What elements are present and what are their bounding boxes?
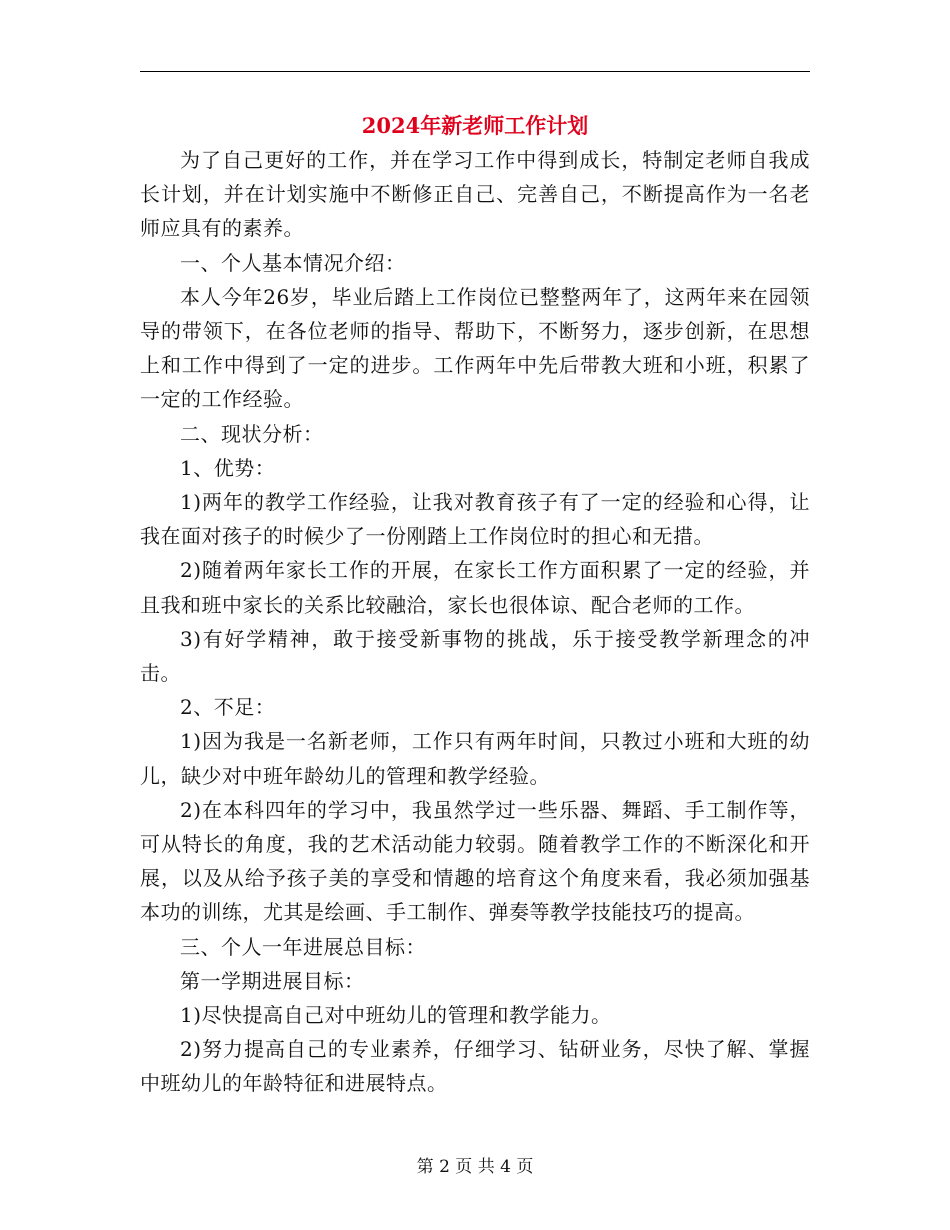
paragraph-personal-info: 本人今年26岁，毕业后踏上工作岗位已整整两年了，这两年来在园领导的带领下，在各位老师的指导、帮助下，不断努力，逐步创新，在思想上和工作中得到了一定的进步。工作两年中先后带教大班和小班，积累了一定的工作经验。 — [140, 284, 810, 412]
heading-personal-info: 一、个人基本情况介绍： — [180, 250, 406, 275]
list-item-strength-1: 1)两年的教学工作经验，让我对教育孩子有了一定的经验和心得，让我在面对孩子的时候少了一份刚踏上工作岗位时的担心和无措。 — [140, 490, 810, 549]
list-item-strength-3: 3)有好学精神，敢于接受新事物的挑战，乐于接受教学新理念的冲击。 — [140, 626, 810, 686]
heading-status-analysis: 二、现状分析： — [180, 421, 324, 446]
list-item-goal-1: 1)尽快提高自己对中班幼儿的管理和教学能力。 — [180, 1003, 612, 1028]
heading-annual-goals: 三、个人一年进展总目标： — [180, 934, 426, 959]
document-title: 2024年新老师工作计划 — [361, 113, 589, 138]
list-item-goal-2: 2)努力提高自己的专业素养，仔细学习、钻研业务，尽快了解、掌握中班幼儿的年龄特征和进展特点。 — [140, 1037, 810, 1096]
paragraph-intro: 为了自己更好的工作，并在学习工作中得到成长，特制定老师自我成长计划，并在计划实施中不断修正自己、完善自己，不断提高作为一名老师应具有的素养。 — [140, 148, 810, 241]
list-item-weakness-2: 2)在本科四年的学习中，我虽然学过一些乐器、舞蹈、手工制作等，可从特长的角度，我的艺术活动能力较弱。随着教学工作的不断深化和开展，以及从给予孩子美的享受和情趣的培育这个角度来看，我必须加强基本功的训练，尤其是绘画、手工制作、弹奏等教学技能技巧的提高。 — [140, 797, 810, 925]
list-item-weakness-1: 1)因为我是一名新老师，工作只有两年时间，只教过小班和大班的幼儿，缺少对中班年龄幼儿的管理和教学经验。 — [140, 729, 810, 788]
header-rule — [140, 71, 810, 72]
subheading-strengths: 1、优势： — [180, 455, 276, 480]
list-item-strength-2: 2)随着两年家长工作的开展，在家长工作方面积累了一定的经验，并且我和班中家长的关系比较融洽，家长也很体谅、配合老师的工作。 — [140, 558, 810, 617]
page-number: 第 2 页 共 4 页 — [416, 1157, 534, 1177]
document-body — [140, 143, 810, 1101]
subheading-first-semester: 第一学期进展目标： — [180, 968, 365, 993]
subheading-weaknesses: 2、不足： — [180, 695, 276, 720]
